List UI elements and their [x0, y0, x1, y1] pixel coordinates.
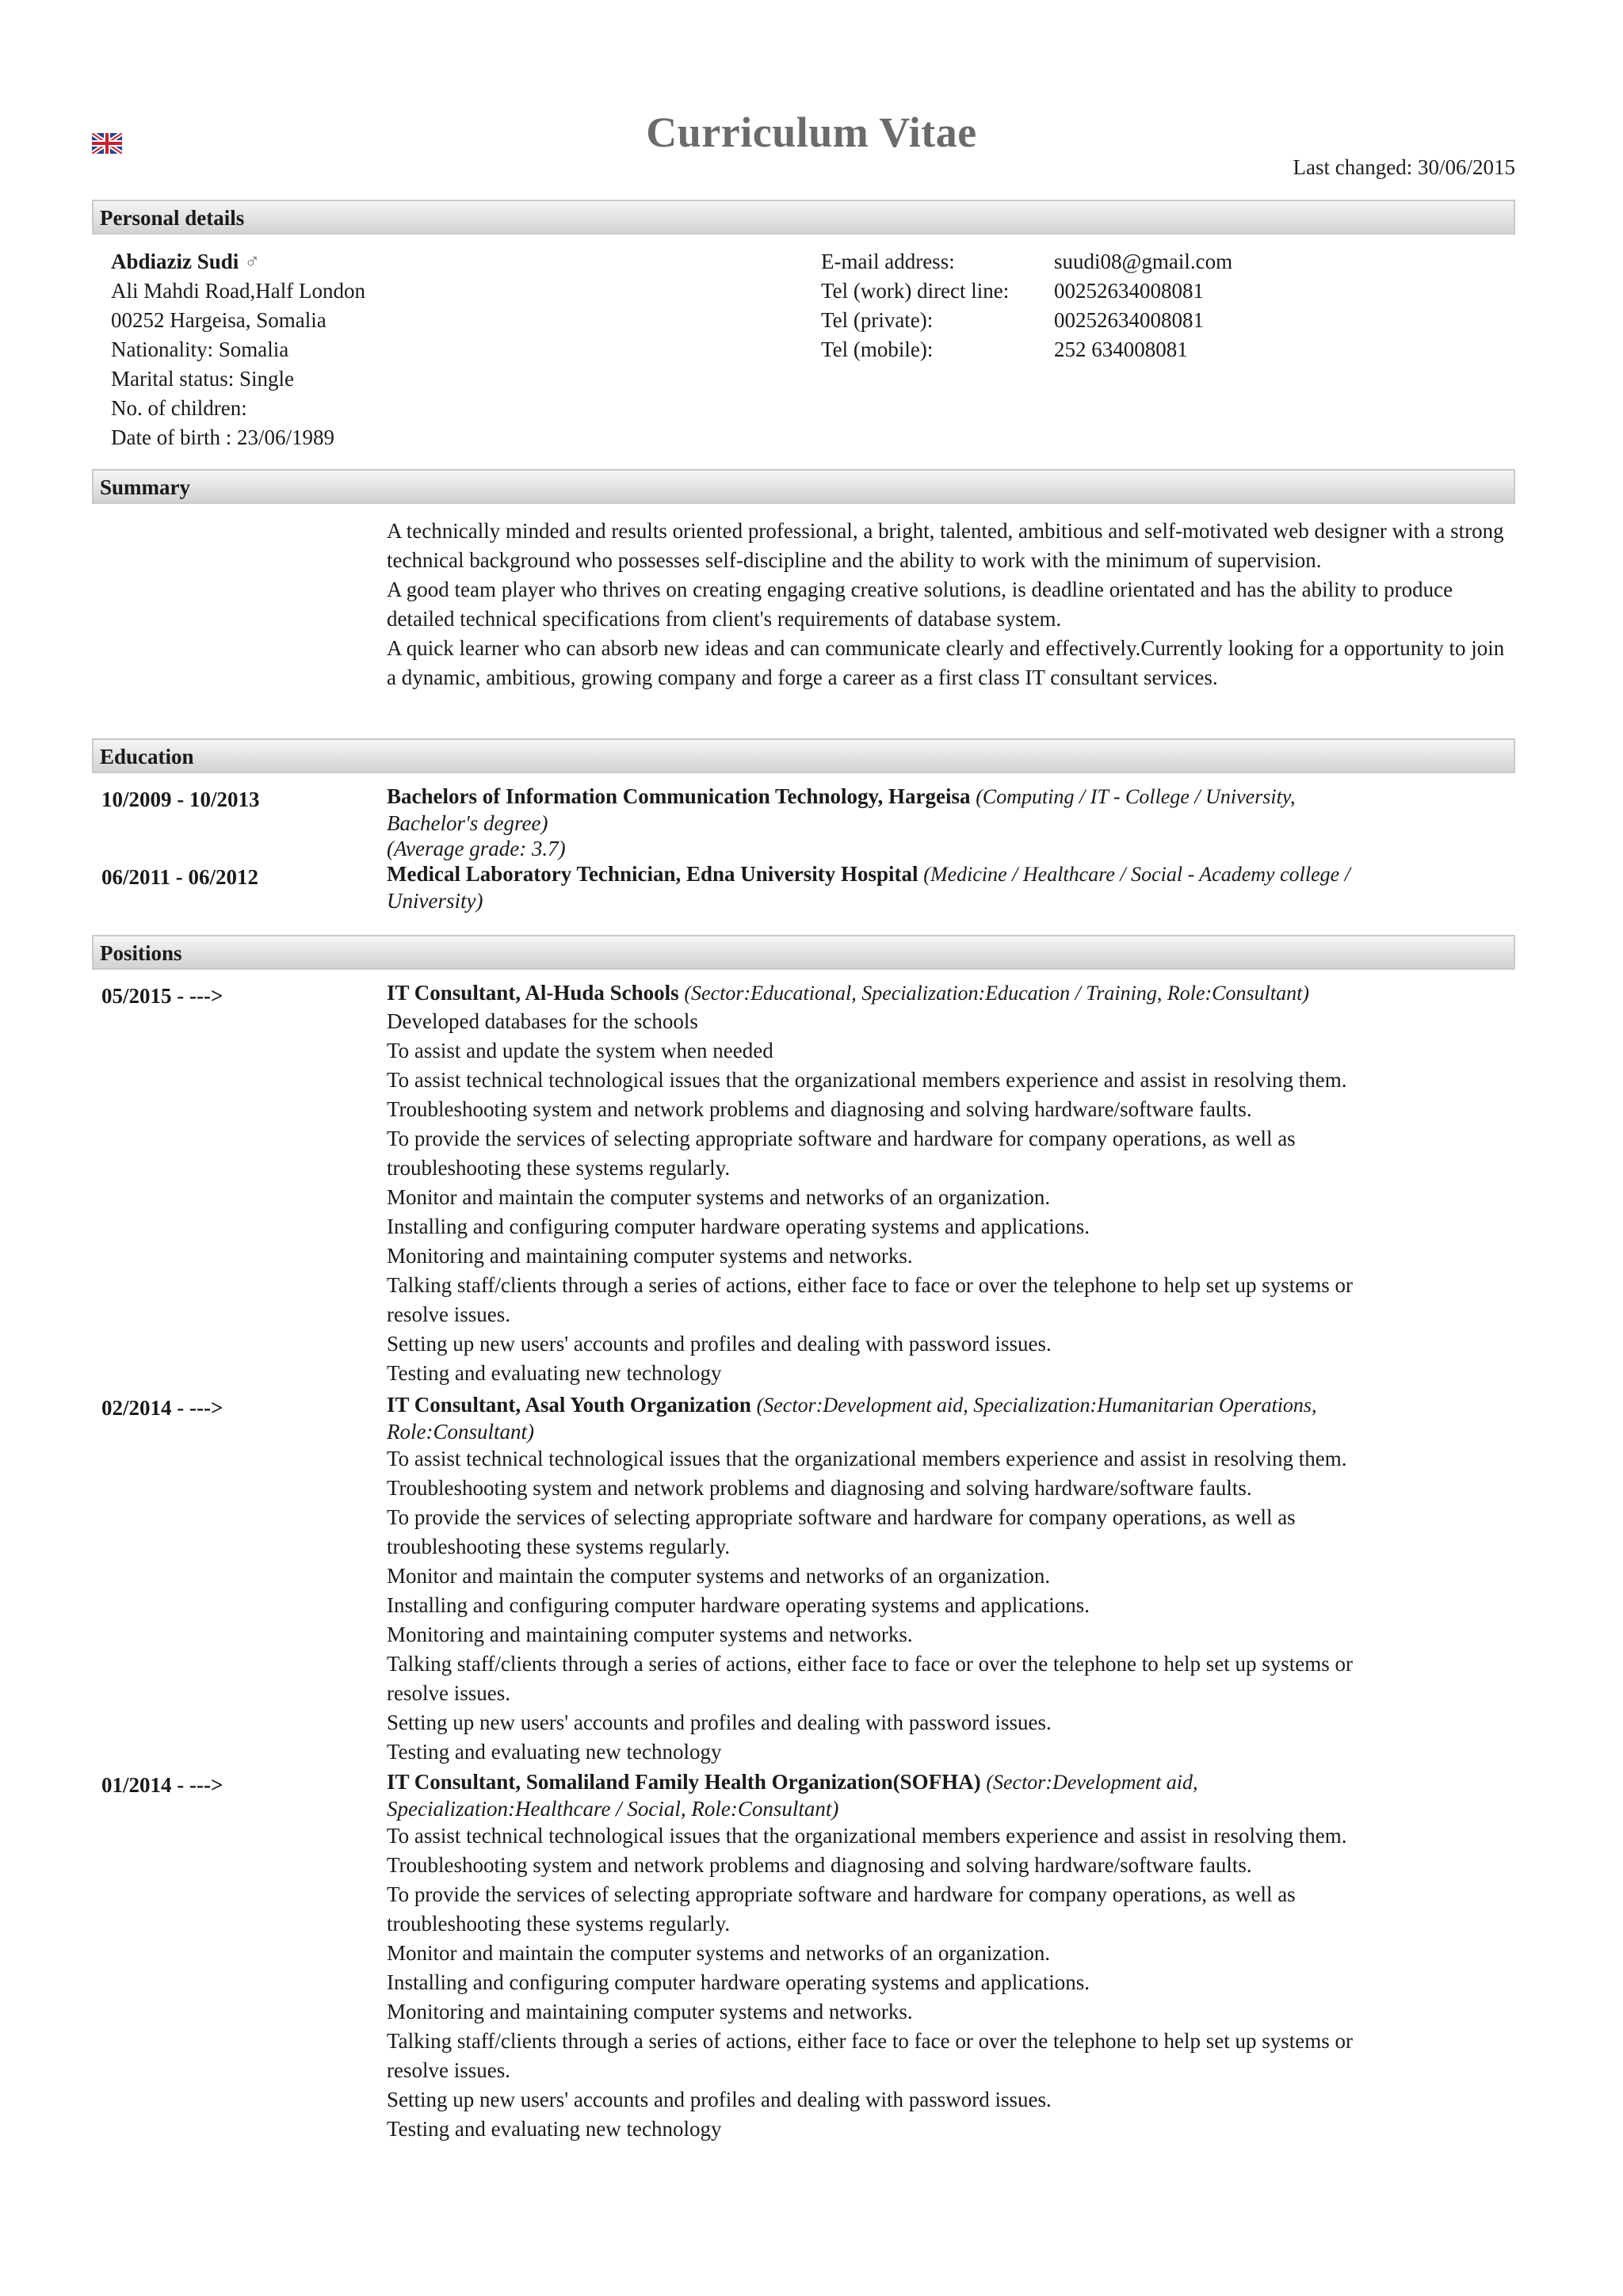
email-value[interactable]: suudi08@gmail.com	[1054, 250, 1233, 273]
position-duty: Monitoring and maintaining computer systems and networks.	[387, 1244, 913, 1268]
education-dates: 10/2009 - 10/2013	[101, 788, 260, 811]
position-entry	[387, 1768, 1512, 2144]
marital-status: Marital status: Single	[111, 367, 294, 391]
education-detail-cont: University)	[387, 889, 483, 913]
education-dates: 06/2011 - 06/2012	[101, 865, 259, 889]
position-duty: Setting up new users' accounts and profiles and dealing with password issues.	[387, 1711, 1052, 1734]
summary-paragraph: A good team player who thrives on creating engaging creative solutions, is deadline orientated and has the ability to produce detailed technical specifications from client's requirements of database system.	[387, 578, 1453, 631]
tel-work-label: Tel (work) direct line:	[821, 279, 1010, 303]
position-title: IT Consultant, Al-Huda Schools	[387, 981, 679, 1005]
position-duty: Troubleshooting system and network problems and diagnosing and solving hardware/software faults.	[387, 1097, 1252, 1121]
position-duty: Talking staff/clients through a series of actions, either face to face or over the telephone to help set up systems or	[387, 1273, 1353, 1297]
tel-mobile-label: Tel (mobile):	[821, 338, 934, 361]
section-personal-details	[92, 200, 1515, 235]
position-dates: 01/2014 - --->	[101, 1773, 223, 1797]
section-education	[92, 738, 1515, 773]
education-entry	[387, 860, 1512, 913]
position-duty: resolve issues.	[387, 1681, 510, 1705]
position-dates: 02/2014 - --->	[101, 1396, 223, 1420]
tel-work-value: 00252634008081	[1054, 279, 1204, 303]
position-duty: Monitor and maintain the computer systems and networks of an organization.	[387, 1941, 1051, 1965]
summary-paragraph: A quick learner who can absorb new ideas and can communicate clearly and effectively.Currently looking for a opportunity to join a dynamic, ambitious, growing company and forge a career as a first class IT consultant services.	[387, 636, 1505, 689]
section-title: Education	[100, 745, 194, 769]
person-name: Abdiaziz Sudi	[111, 250, 239, 273]
position-detail-cont: Role:Consultant)	[387, 1420, 534, 1444]
position-duty: Installing and configuring computer hardware operating systems and applications.	[387, 1215, 1090, 1238]
summary-paragraph: A technically minded and results oriented professional, a bright, talented, ambitious and self-motivated web designer with a strong technical background who possesses self-discipline and the ability to work with the minimum of supervision.	[387, 519, 1504, 572]
position-duty: To assist and update the system when needed	[387, 1039, 773, 1062]
position-duty: resolve issues.	[387, 2058, 510, 2082]
section-title: Summary	[100, 475, 190, 499]
position-duty: Testing and evaluating new technology	[387, 1361, 722, 1385]
position-duty: Monitor and maintain the computer systems and networks of an organization.	[387, 1564, 1051, 1588]
date-of-birth: Date of birth : 23/06/1989	[111, 425, 334, 449]
education-entry	[387, 783, 1512, 861]
position-duty: troubleshooting these systems regularly.	[387, 1156, 731, 1180]
tel-private-label: Tel (private):	[821, 308, 934, 332]
position-duty: Troubleshooting system and network problems and diagnosing and solving hardware/software faults.	[387, 1853, 1252, 1877]
tel-mobile-value: 252 634008081	[1054, 338, 1188, 361]
position-title: IT Consultant, Asal Youth Organization	[387, 1393, 751, 1417]
position-duty: To provide the services of selecting appropriate software and hardware for company operations, as well as	[387, 1882, 1296, 1906]
position-detail: (Sector:Development aid, Specialization:Humanitarian Operations,	[756, 1394, 1317, 1417]
contact-info	[821, 247, 1232, 364]
position-duty: Testing and evaluating new technology	[387, 1740, 722, 1764]
position-duty: Talking staff/clients through a series of actions, either face to face or over the telephone to help set up systems or	[387, 1652, 1353, 1676]
city-line: 00252 Hargeisa, Somalia	[111, 308, 327, 332]
position-duty: Testing and evaluating new technology	[387, 2117, 722, 2141]
education-detail: (Computing / IT - College / University,	[976, 785, 1296, 808]
page-title: Curriculum Vitae	[646, 109, 977, 156]
position-duty: Talking staff/clients through a series of actions, either face to face or over the telephone to help set up systems or	[387, 2029, 1353, 2053]
position-duty: Setting up new users' accounts and profiles and dealing with password issues.	[387, 2088, 1052, 2111]
education-detail: (Medicine / Healthcare / Social - Academy college /	[923, 863, 1350, 886]
address-line: Ali Mahdi Road,Half London	[111, 279, 365, 303]
last-changed-date: Last changed: 30/06/2015	[1293, 155, 1515, 179]
position-duty: Monitoring and maintaining computer systems and networks.	[387, 1623, 913, 1646]
position-duty: Monitor and maintain the computer systems and networks of an organization.	[387, 1185, 1051, 1209]
position-duty: Monitoring and maintaining computer systems and networks.	[387, 2000, 913, 2023]
position-duty: Installing and configuring computer hardware operating systems and applications.	[387, 1970, 1090, 1994]
position-dates: 05/2015 - --->	[101, 984, 223, 1008]
position-duty: To assist technical technological issues that the organizational members experience and assist in resolving them.	[387, 1068, 1347, 1092]
education-title: Bachelors of Information Communication Technology, Hargeisa	[387, 784, 971, 808]
children-count: No. of children:	[111, 396, 247, 420]
position-detail: (Sector:Development aid,	[986, 1771, 1198, 1794]
position-detail: (Sector:Educational, Specialization:Education / Training, Role:Consultant)	[684, 982, 1309, 1005]
position-duty: Troubleshooting system and network problems and diagnosing and solving hardware/software faults.	[387, 1476, 1252, 1500]
education-grade: (Average grade: 3.7)	[387, 837, 566, 860]
tel-private-value: 00252634008081	[1054, 308, 1204, 332]
section-summary	[92, 469, 1515, 504]
position-duty: Developed databases for the schools	[387, 1009, 698, 1033]
position-duty: troubleshooting these systems regularly.	[387, 1912, 731, 1936]
section-title: Personal details	[100, 206, 245, 230]
position-duty: To provide the services of selecting appropriate software and hardware for company operations, as well as	[387, 1505, 1296, 1529]
position-duty: Setting up new users' accounts and profiles and dealing with password issues.	[387, 1332, 1052, 1356]
personal-info	[111, 247, 365, 452]
position-entry	[387, 1391, 1512, 1767]
gender-icon: ♂	[244, 250, 261, 273]
section-title: Positions	[100, 941, 182, 965]
position-detail-cont: Specialization:Healthcare / Social, Role:Consultant)	[387, 1797, 839, 1821]
position-duty: Installing and configuring computer hardware operating systems and applications.	[387, 1593, 1090, 1617]
position-duty: resolve issues.	[387, 1302, 510, 1326]
summary-text	[387, 517, 1512, 692]
position-duty: troubleshooting these systems regularly.	[387, 1535, 731, 1558]
position-duty: To provide the services of selecting appropriate software and hardware for company operations, as well as	[387, 1127, 1296, 1150]
position-title: IT Consultant, Somaliland Family Health Organization(SOFHA)	[387, 1770, 981, 1794]
education-title: Medical Laboratory Technician, Edna University Hospital	[387, 862, 918, 886]
nationality: Nationality: Somalia	[111, 338, 289, 361]
position-duty: To assist technical technological issues that the organizational members experience and assist in resolving them.	[387, 1447, 1347, 1470]
section-positions	[92, 935, 1515, 970]
position-entry	[387, 979, 1512, 1388]
email-label: E-mail address:	[821, 250, 955, 273]
education-detail-cont: Bachelor's degree)	[387, 811, 548, 835]
position-duty: To assist technical technological issues that the organizational members experience and assist in resolving them.	[387, 1824, 1347, 1848]
